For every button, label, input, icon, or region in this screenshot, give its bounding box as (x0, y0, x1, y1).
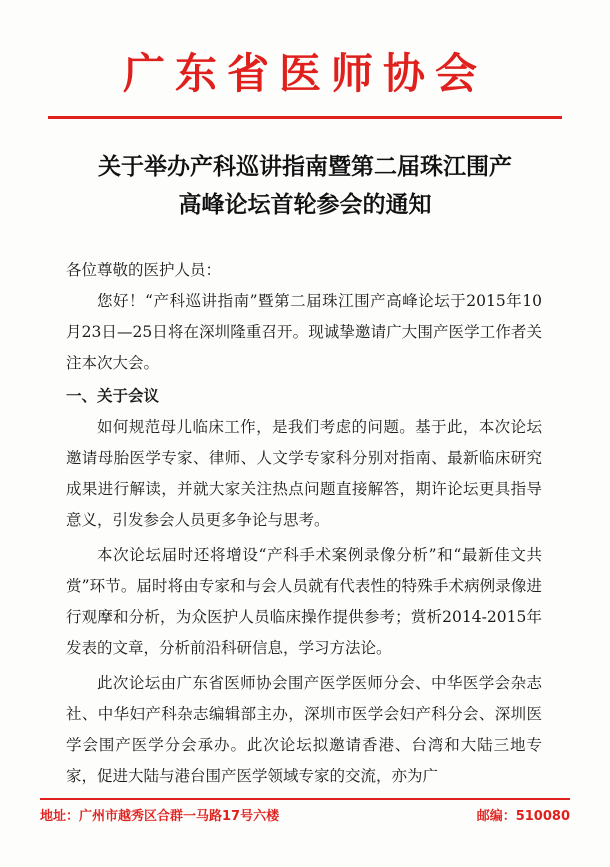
section-paragraph-1: 如何规范母儿临床工作，是我们考虑的问题。基于此，本次论坛邀请母胎医学专家、律师、人文学专家科分别对指南、最新临床研究成果进行解读，并就大家关注热点问题直接解答，期许论坛更具指导意义，引发参会人员更多争论与思考。 (66, 418, 542, 529)
section-paragraph-2: 本次论坛届时还将增设“产科手术案例录像分析”和“最新佳文共赏”环节。届时将由专家和与会人员就有代表性的特殊手术病例录像进行观摩和分析，为众医护人员临床操作提供参考；赏析2014-2015年发表的文章，分析前沿科研信息，学习方法论。 (66, 546, 542, 657)
intro-paragraph: 您好！“产科巡讲指南”暨第二届珠江围产高峰论坛于2015年10月23日—25日将在深圳隆重召开。现诚挚邀请广大围产医学工作者关注本次大会。 (66, 292, 542, 372)
postcode-text: 邮编：510080 (476, 809, 570, 824)
section-paragraph-3: 此次论坛由广东省医师协会围产医学医师分会、中华医学会杂志社、中华妇产科杂志编辑部主办，深圳市医学会妇产科分会、深圳医学会围产医学分会承办。此次论坛拟邀请香港、台湾和大陆三地专家，促进大陆与港台围产医学领域专家的交流，亦为广 (66, 674, 542, 785)
title-line-2: 高峰论坛首轮参会的通知 (178, 192, 432, 218)
address-text: 地址：广州市越秀区合群一马路17号六楼 (40, 809, 280, 824)
section-heading: 一、关于会议 (66, 387, 160, 405)
organization-letterhead: 广东省医师协会 (122, 49, 487, 98)
footer-divider (40, 798, 570, 800)
title-line-1: 关于举办产科巡讲指南暨第二届珠江围产 (98, 154, 512, 180)
document-title (40, 148, 570, 224)
document-body (66, 255, 542, 792)
salutation: 各位尊敬的医护人员： (66, 261, 222, 279)
letterhead-divider (48, 116, 562, 119)
